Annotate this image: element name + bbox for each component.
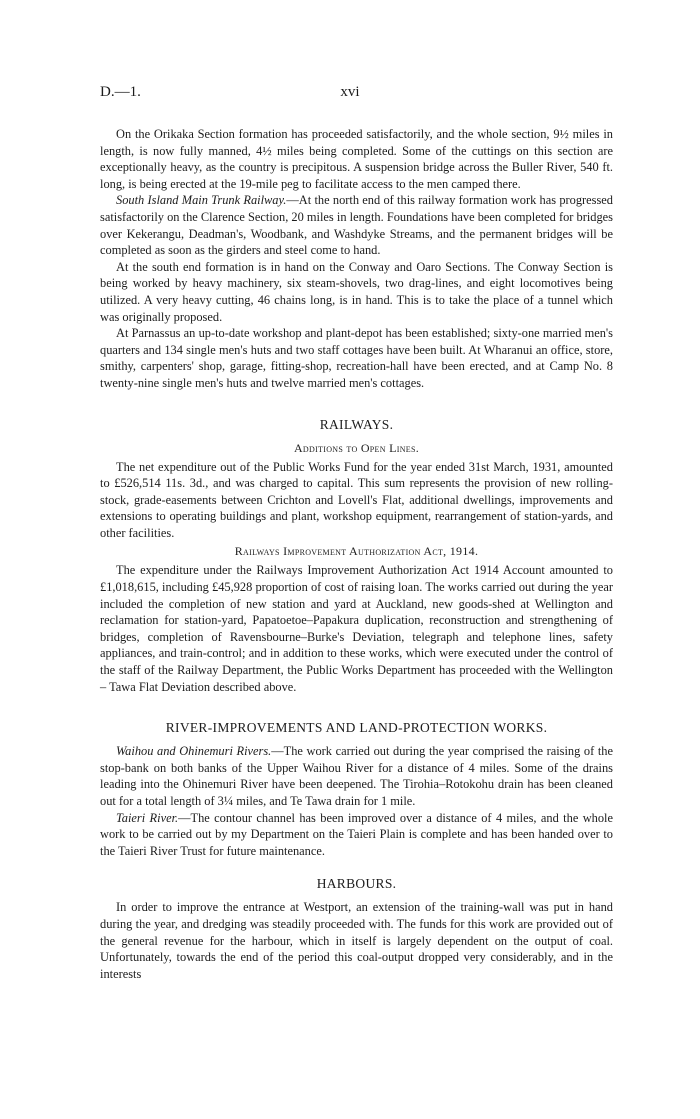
document-body — [100, 126, 613, 982]
paragraph-lead: Taieri River. — [116, 810, 179, 825]
page-header — [0, 84, 700, 104]
paragraph-text: —At the north end of this railway formation work has progressed satisfactorily on the Clarence Section, 20 miles in length. Foundations have been completed for bridges over Kekerangu, Deadman's, Woodbank, and Washdyke Streams, and the permanent bridges will be completed as soon as the girders and steel come to hand. — [100, 193, 614, 258]
paragraph-text: —The work carried out during the year comprised the raising of the stop-bank on both banks of the Upper Waihou River for a distance of 4 miles. Some of the drains leading into the Ohinemuri River have been deepened. The Tirohia–Rotokohu drain has been cleaned out for a total length of 3¼ miles, and Te Tawa drain for 1 mile. — [100, 744, 613, 808]
subheading-improvement-act: Railways Improvement Authorization Act, 1914. — [234, 544, 479, 559]
paragraph-westport: In order to improve the entrance at Westport, an extension of the training-wall was put in hand during the year, and dredging was steadily proceeded with. The funds for this work are provided out of the general revenue for the harbour, which in itself is largely dependent on the output of coal. Unfortunately, towards the end of the period this coal-output dropped very considerably, and in the interests — [100, 900, 613, 981]
section-heading-railways: RAILWAYS. — [319, 416, 394, 432]
paragraph-text: —The contour channel has been improved over a distance of 4 miles, and the whole work to be carried out by my Department on the Taieri Plain is complete and has been handed over to the Taieri River Trust for future maintenance. — [100, 810, 613, 858]
paragraph-parnassus: At Parnassus an up-to-date workshop and plant-depot has been established; sixty-one married men's quarters and 134 single men's huts and two staff cottages have been built. At Wharanui an office, store, smithy, carpenters' shop, garage, fitting-shop, recreation-hall have been erected, and at Camp No. 8 twenty-nine single men's huts and twelve married men's cottages. — [100, 326, 613, 390]
paragraph-waihou — [100, 743, 613, 809]
page-number: xvi — [340, 84, 360, 100]
paragraph-lead: South Island Main Trunk Railway. — [116, 193, 287, 208]
paragraph-main-trunk — [100, 192, 613, 258]
paragraph-lead: Waihou and Ohinemuri Rivers. — [116, 744, 272, 759]
paragraph-improvement-expenditure: The expenditure under the Railways Improvement Authorization Act 1914 Account amounted to £1,018,615, including £45,928 proportion of cost of raising loan. The works carried out during the year included the completion of new station and yard at Auckland, new goods-shed at Wellington and reclamation for station-yard, Papatoetoe–Papakura duplication, reconstruction and strengthening of bridges, completion of Ravensbourne–Burke's Deviation, telegraph and telephone lines, safety appliances, and train-control; and in addition to these works, which were executed under the control of the staff of the Railway Department, the Public Works Department has proceeded with the Wellington – Tawa Flat Deviation described above. — [100, 563, 613, 694]
paragraph-conway: At the south end formation is in hand on the Conway and Oaro Sections. The Conway Section is being worked by heavy machinery, six steam-shovels, two drag-lines, and eight locomotives being utilized. A very heavy cutting, 46 chains long, is in hand. This is to take the place of a tunnel which was originally proposed. — [100, 259, 613, 324]
section-heading-river: RIVER-IMPROVEMENTS AND LAND-PROTECTION WORKS. — [165, 720, 548, 736]
paragraph-net-expenditure: The net expenditure out of the Public Works Fund for the year ended 31st March, 1931, amounted to £526,514 11s. 3d., and was charged to capital. This sum represents the provision of new rolling-stock, grade-easements between Crichton and Lovell's Flat, additional dwellings, improvements and extensions to operating buildings and plant, workshop equipment, rearrangement of station-yards, and other facilities. — [100, 459, 613, 540]
document-code: D.—1. — [100, 84, 141, 100]
subheading-additions: Additions to Open Lines. — [293, 440, 420, 455]
paragraph-orikaka: On the Orikaka Section formation has proceeded satisfactorily, and the whole section, 9½ miles in length, is now fully manned, 4½ miles being completed. Some of the cuttings on this section are exceptionally heavy, as the country is precipitous. A suspension bridge across the Buller River, 540 ft. long, is being erected at the 19-mile peg to facilitate access to the men camped there. — [100, 127, 613, 191]
section-heading-harbours: HARBOURS. — [316, 876, 397, 892]
paragraph-taieri — [100, 810, 613, 860]
